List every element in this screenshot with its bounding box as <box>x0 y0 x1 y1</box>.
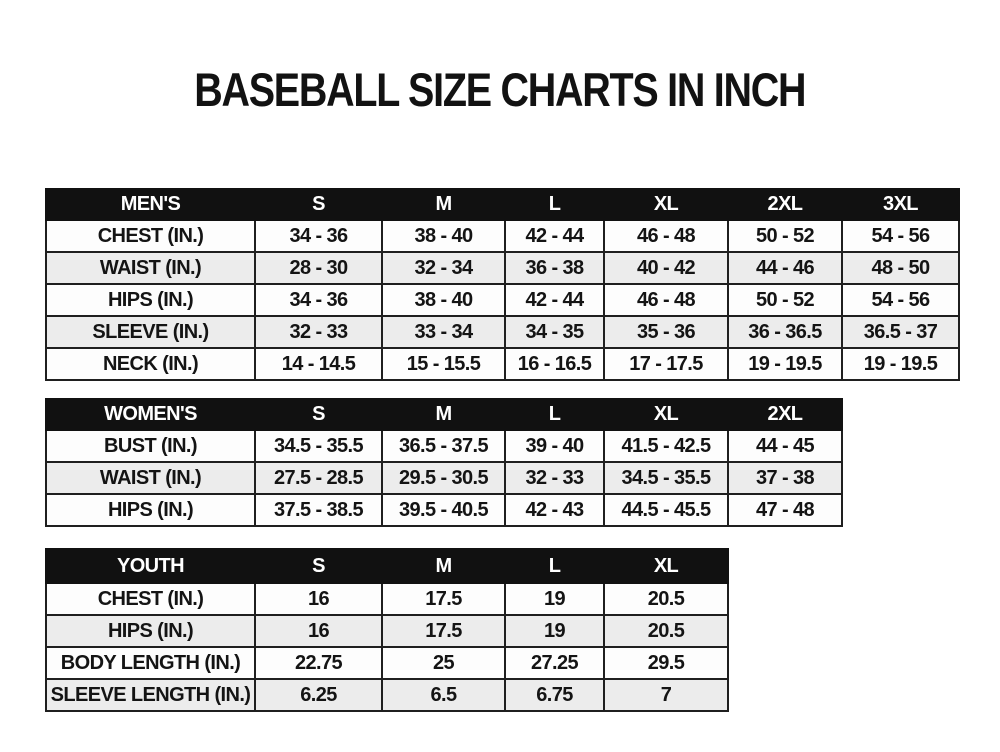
size-value-cell: 17.5 <box>382 615 505 647</box>
row-label: HIPS (IN.) <box>46 494 255 526</box>
size-value-cell: 16 - 16.5 <box>505 348 604 380</box>
size-value-cell: 42 - 44 <box>505 284 604 316</box>
size-value-cell: 16 <box>255 615 382 647</box>
size-value-cell: 46 - 48 <box>604 284 728 316</box>
size-value-cell: 29.5 <box>604 647 728 679</box>
size-value-cell: 44 - 46 <box>728 252 842 284</box>
size-col-header: 3XL <box>842 189 959 220</box>
size-value-cell: 42 - 43 <box>505 494 604 526</box>
table-row <box>46 462 842 494</box>
size-col-header: S <box>255 399 382 430</box>
table-row <box>46 284 959 316</box>
size-value-cell: 50 - 52 <box>728 220 842 252</box>
row-label: HIPS (IN.) <box>46 284 255 316</box>
size-value-cell: 25 <box>382 647 505 679</box>
size-value-cell: 16 <box>255 583 382 615</box>
size-value-cell: 22.75 <box>255 647 382 679</box>
size-table-youth-body <box>46 583 728 711</box>
size-col-header: XL <box>604 399 728 430</box>
size-value-cell: 48 - 50 <box>842 252 959 284</box>
row-label: SLEEVE (IN.) <box>46 316 255 348</box>
size-value-cell: 15 - 15.5 <box>382 348 505 380</box>
size-table-mens <box>45 188 960 381</box>
size-value-cell: 50 - 52 <box>728 284 842 316</box>
table-row <box>46 615 728 647</box>
size-value-cell: 32 - 33 <box>505 462 604 494</box>
size-value-cell: 38 - 40 <box>382 284 505 316</box>
size-value-cell: 17 - 17.5 <box>604 348 728 380</box>
size-col-header: L <box>505 399 604 430</box>
size-value-cell: 34.5 - 35.5 <box>604 462 728 494</box>
table-title-cell: YOUTH <box>46 549 255 583</box>
size-value-cell: 40 - 42 <box>604 252 728 284</box>
size-value-cell: 38 - 40 <box>382 220 505 252</box>
header-row <box>46 399 842 430</box>
size-col-header: 2XL <box>728 189 842 220</box>
size-value-cell: 36.5 - 37 <box>842 316 959 348</box>
size-col-header: L <box>505 549 604 583</box>
row-label: WAIST (IN.) <box>46 462 255 494</box>
table-row <box>46 316 959 348</box>
size-value-cell: 54 - 56 <box>842 284 959 316</box>
row-label: WAIST (IN.) <box>46 252 255 284</box>
size-value-cell: 41.5 - 42.5 <box>604 430 728 462</box>
row-label: HIPS (IN.) <box>46 615 255 647</box>
size-value-cell: 19 <box>505 615 604 647</box>
size-value-cell: 42 - 44 <box>505 220 604 252</box>
size-value-cell: 7 <box>604 679 728 711</box>
size-table-womens-body <box>46 430 842 526</box>
row-label: BUST (IN.) <box>46 430 255 462</box>
size-value-cell: 32 - 34 <box>382 252 505 284</box>
size-col-header: L <box>505 189 604 220</box>
table-row <box>46 348 959 380</box>
size-value-cell: 28 - 30 <box>255 252 382 284</box>
size-value-cell: 6.75 <box>505 679 604 711</box>
size-value-cell: 44 - 45 <box>728 430 842 462</box>
table-title-cell: WOMEN'S <box>46 399 255 430</box>
size-value-cell: 34 - 36 <box>255 284 382 316</box>
size-value-cell: 34 - 36 <box>255 220 382 252</box>
size-value-cell: 20.5 <box>604 615 728 647</box>
size-value-cell: 33 - 34 <box>382 316 505 348</box>
header-row <box>46 549 728 583</box>
header-row <box>46 189 959 220</box>
size-table-womens <box>45 398 843 527</box>
size-col-header: XL <box>604 549 728 583</box>
size-value-cell: 54 - 56 <box>842 220 959 252</box>
size-col-header: M <box>382 189 505 220</box>
row-label: CHEST (IN.) <box>46 220 255 252</box>
size-value-cell: 20.5 <box>604 583 728 615</box>
size-value-cell: 36.5 - 37.5 <box>382 430 505 462</box>
size-table-youth-header <box>46 549 728 583</box>
table-row <box>46 679 728 711</box>
size-value-cell: 37 - 38 <box>728 462 842 494</box>
size-value-cell: 6.5 <box>382 679 505 711</box>
table-row <box>46 494 842 526</box>
size-value-cell: 47 - 48 <box>728 494 842 526</box>
row-label: NECK (IN.) <box>46 348 255 380</box>
size-col-header: XL <box>604 189 728 220</box>
row-label: CHEST (IN.) <box>46 583 255 615</box>
size-table-mens-header <box>46 189 959 220</box>
size-value-cell: 19 <box>505 583 604 615</box>
page-title <box>0 62 1000 117</box>
row-label: BODY LENGTH (IN.) <box>46 647 255 679</box>
size-value-cell: 34 - 35 <box>505 316 604 348</box>
size-value-cell: 6.25 <box>255 679 382 711</box>
size-table-youth <box>45 548 729 712</box>
size-value-cell: 46 - 48 <box>604 220 728 252</box>
size-value-cell: 35 - 36 <box>604 316 728 348</box>
size-col-header: S <box>255 549 382 583</box>
size-value-cell: 39 - 40 <box>505 430 604 462</box>
size-table-mens-body <box>46 220 959 380</box>
size-value-cell: 19 - 19.5 <box>728 348 842 380</box>
table-row <box>46 647 728 679</box>
size-col-header: M <box>382 399 505 430</box>
table-row <box>46 583 728 615</box>
size-value-cell: 37.5 - 38.5 <box>255 494 382 526</box>
size-value-cell: 34.5 - 35.5 <box>255 430 382 462</box>
size-value-cell: 32 - 33 <box>255 316 382 348</box>
size-col-header: M <box>382 549 505 583</box>
size-col-header: 2XL <box>728 399 842 430</box>
size-value-cell: 27.5 - 28.5 <box>255 462 382 494</box>
table-row <box>46 220 959 252</box>
size-value-cell: 39.5 - 40.5 <box>382 494 505 526</box>
size-value-cell: 29.5 - 30.5 <box>382 462 505 494</box>
table-title-cell: MEN'S <box>46 189 255 220</box>
size-value-cell: 44.5 - 45.5 <box>604 494 728 526</box>
size-value-cell: 17.5 <box>382 583 505 615</box>
size-col-header: S <box>255 189 382 220</box>
table-row <box>46 252 959 284</box>
size-value-cell: 36 - 38 <box>505 252 604 284</box>
table-row <box>46 430 842 462</box>
size-value-cell: 27.25 <box>505 647 604 679</box>
size-table-womens-header <box>46 399 842 430</box>
size-value-cell: 14 - 14.5 <box>255 348 382 380</box>
page-title-text: BASEBALL SIZE CHARTS IN INCH <box>194 63 806 116</box>
size-value-cell: 36 - 36.5 <box>728 316 842 348</box>
size-value-cell: 19 - 19.5 <box>842 348 959 380</box>
row-label: SLEEVE LENGTH (IN.) <box>46 679 255 711</box>
